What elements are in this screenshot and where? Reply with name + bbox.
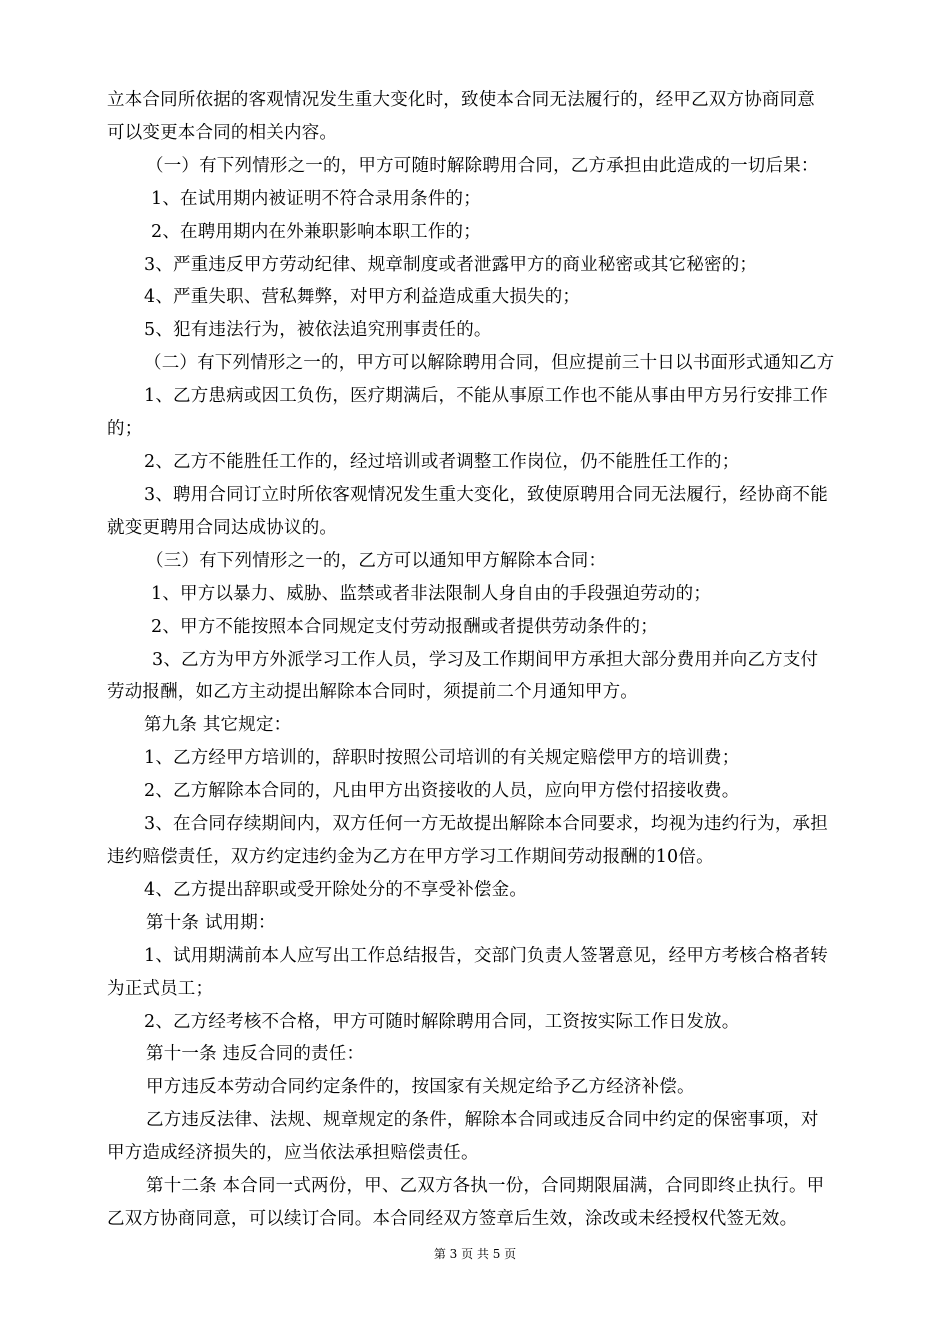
paragraph-line: 甲方造成经济损失的，应当依法承担赔偿责任。 bbox=[107, 1143, 479, 1163]
paragraph-line: 4、乙方提出辞职或受开除处分的不享受补偿金。 bbox=[144, 880, 528, 900]
paragraph-line: 2、乙方解除本合同的，凡由甲方出资接收的人员，应向甲方偿付招接收费。 bbox=[144, 781, 740, 801]
paragraph-line: 1、甲方以暴力、威胁、监禁或者非法限制人身自由的手段强迫劳动的； bbox=[151, 584, 712, 604]
paragraph-line: 1、乙方患病或因工负伤，医疗期满后，不能从事原工作也不能从事由甲方另行安排工作 bbox=[144, 386, 828, 406]
paragraph-line: 2、甲方不能按照本合同规定支付劳动报酬或者提供劳动条件的； bbox=[151, 617, 658, 637]
paragraph-line: 劳动报酬，如乙方主动提出解除本合同时，须提前二个月通知甲方。 bbox=[107, 682, 638, 702]
paragraph-line: （二）有下列情形之一的，甲方可以解除聘用合同，但应提前三十日以书面形式通知乙方 bbox=[144, 353, 835, 373]
paragraph-line: 2、在聘用期内在外兼职影响本职工作的； bbox=[151, 222, 481, 242]
paragraph-line: （三）有下列情形之一的，乙方可以通知甲方解除本合同： bbox=[146, 551, 607, 571]
paragraph-line: 甲方违反本劳动合同约定条件的，按国家有关规定给予乙方经济补偿。 bbox=[146, 1077, 695, 1097]
paragraph-line: 3、在合同存续期间内，双方任何一方无故提出解除本合同要求，均视为违约行为，承担 bbox=[144, 814, 828, 834]
paragraph-line: 3、严重违反甲方劳动纪律、规章制度或者泄露甲方的商业秘密或其它秘密的； bbox=[144, 255, 758, 275]
paragraph-line: 1、试用期满前本人应写出工作总结报告，交部门负责人签署意见，经甲方考核合格者转 bbox=[144, 946, 828, 966]
paragraph-line: 4、严重失职、营私舞弊，对甲方利益造成重大损失的； bbox=[144, 287, 581, 307]
paragraph-line: 立本合同所依据的客观情况发生重大变化时，致使本合同无法履行的，经甲乙双方协商同意 bbox=[107, 90, 815, 110]
paragraph-line: 乙双方协商同意，可以续订合同。本合同经双方签章后生效，涂改或未经授权代签无效。 bbox=[107, 1209, 798, 1229]
section-heading: 第十一条 违反合同的责任： bbox=[146, 1044, 365, 1064]
paragraph-line: 3、乙方为甲方外派学习工作人员，学习及工作期间甲方承担大部分费用并向乙方支付 bbox=[152, 650, 819, 670]
paragraph-line: 1、在试用期内被证明不符合录用条件的； bbox=[151, 189, 481, 209]
section-heading: 第九条 其它规定： bbox=[144, 715, 292, 735]
paragraph-line: 1、乙方经甲方培训的，辞职时按照公司培训的有关规定赔偿甲方的培训费； bbox=[144, 748, 740, 768]
paragraph-line: 乙方违反法律、法规、规章规定的条件，解除本合同或违反合同中约定的保密事项，对 bbox=[146, 1110, 819, 1130]
paragraph-line: 2、乙方不能胜任工作的，经过培训或者调整工作岗位，仍不能胜任工作的； bbox=[144, 452, 740, 472]
paragraph-line: 的； bbox=[107, 419, 143, 439]
paragraph-line: 为正式员工； bbox=[107, 979, 214, 999]
paragraph-line: 违约赔偿责任，双方约定违约金为乙方在甲方学习工作期间劳动报酬的10倍。 bbox=[107, 847, 714, 867]
paragraph-line: 2、乙方经考核不合格，甲方可随时解除聘用合同，工资按实际工作日发放。 bbox=[144, 1012, 740, 1032]
paragraph-line: 3、聘用合同订立时所依客观情况发生重大变化，致使原聘用合同无法履行，经协商不能 bbox=[144, 485, 828, 505]
paragraph-line: 就变更聘用合同达成协议的。 bbox=[107, 518, 338, 538]
paragraph-line: 5、犯有违法行为，被依法追究刑事责任的。 bbox=[144, 320, 492, 340]
paragraph-line: （一）有下列情形之一的，甲方可随时解除聘用合同，乙方承担由此造成的一切后果： bbox=[146, 156, 819, 176]
section-heading: 第十二条 本合同一式两份，甲、乙双方各执一份，合同期限届满，合同即终止执行。甲 bbox=[146, 1176, 825, 1196]
page-footer: 第 3 页 共 5 页 bbox=[433, 1247, 517, 1261]
paragraph-line: 可以变更本合同的相关内容。 bbox=[107, 123, 338, 143]
section-heading: 第十条 试用期： bbox=[146, 913, 276, 933]
